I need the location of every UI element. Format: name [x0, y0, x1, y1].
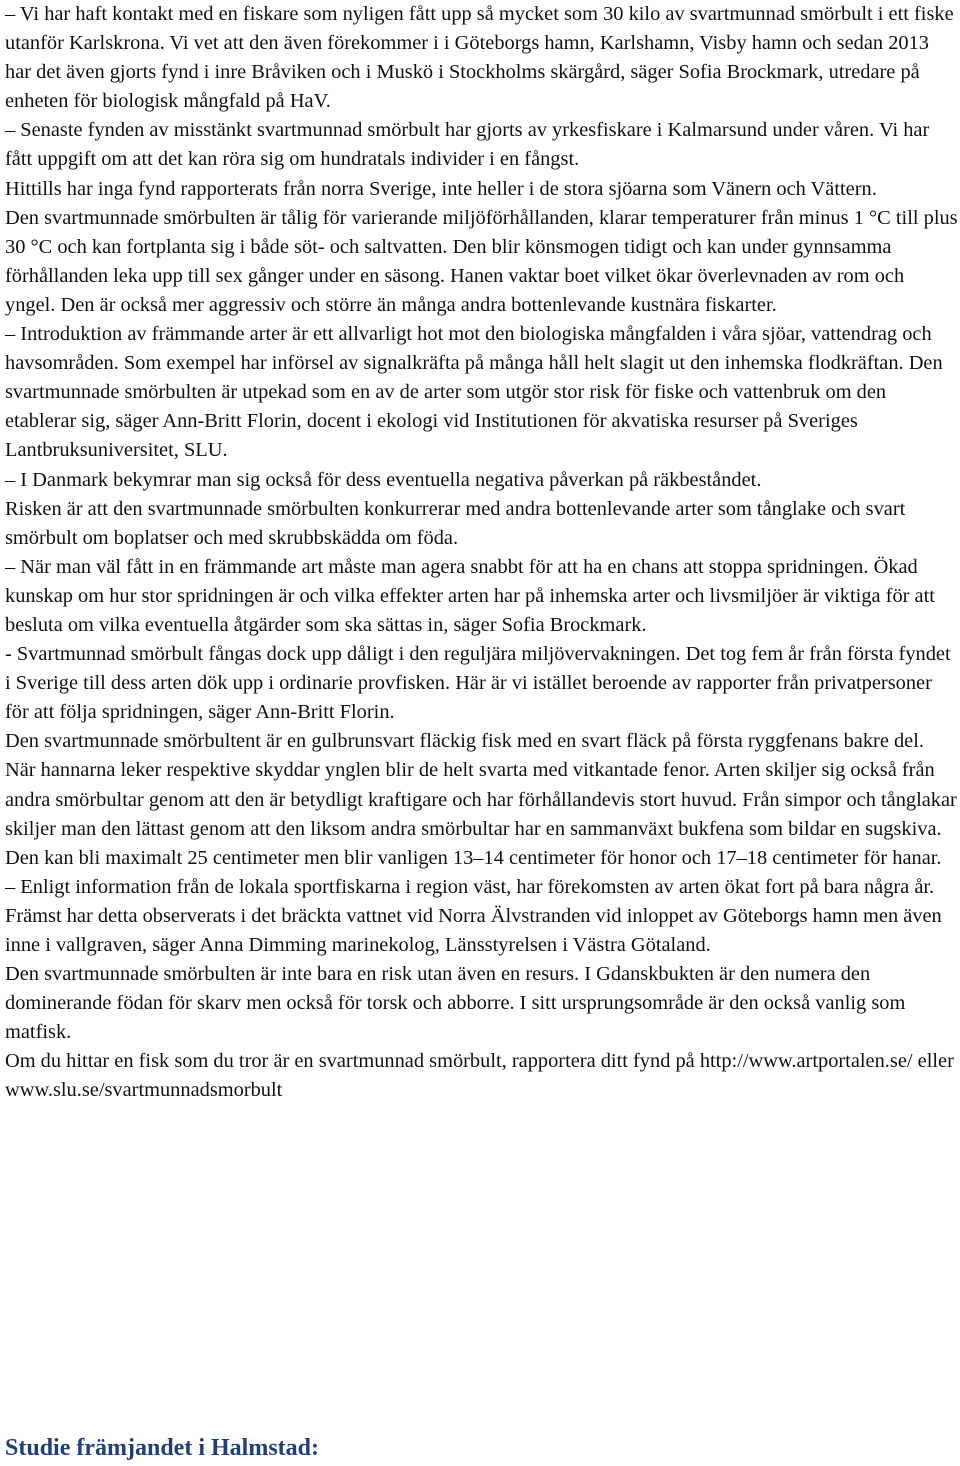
- paragraph-8: – När man väl fått in en främmande art måste man agera snabbt för att ha en chans att stoppa spridningen. Ökad kunskap om hur stor spridningen är och vilka effekter arten har på inhemska arter och livsmiljöer är viktiga för att besluta om vilka eventuella åtgärder som ska sättas in, säger Sofia Brockmark.: [5, 555, 935, 636]
- paragraph-7: Risken är att den svartmunnade smörbulten konkurrerar med andra bottenlevande arter som tånglake och svart smörbult om boplatser och med skrubbskädda om föda.: [5, 497, 906, 549]
- paragraph-6: – I Danmark bekymrar man sig också för dess eventuella negativa påverkan på räkbeståndet.: [5, 468, 762, 491]
- paragraph-1: – Vi har haft kontakt med en fiskare som nyligen fått upp så mycket som 30 kilo av svartmunnad smörbult i ett fiske utanför Karlskrona. Vi vet att den även förekommer i i Göteborgs hamn, Karlshamn, Visby hamn och sedan 2013 har det även gjorts fynd i inre Bråviken och i Muskö i Stockholms skärgård, säger Sofia Brockmark, utredare på enheten för biologisk mångfald på HaV.: [5, 3, 954, 113]
- paragraph-10: Den svartmunnade smörbultent är en gulbrunsvart fläckig fisk med en svart fläck på första ryggfenans bakre del. När hannarna leker respektive skyddar ynglen blir de helt svarta med vitkantade fenor. Arten skiljer sig också från andra smörbultar genom att den är betydligt kraftigare och har förhållandevis stort huvud. Från simpor och tånglakar skiljer man den lättast genom att den liksom andra smörbultar har en sammanväxt bukfena som bildar en sugskiva. Den kan bli maximalt 25 centimeter men blir vanligen 13–14 centimeter för honor och 17–18 centimeter för hanar.: [5, 730, 957, 869]
- paragraph-4: Den svartmunnade smörbulten är tålig för varierande miljöförhållanden, klarar temperaturer från minus 1 °C till plus 30 °C och kan fortplanta sig i både söt- och saltvatten. Den blir könsmogen tidigt och kan under gynnsamma förhållanden leka upp till sex gånger under en säsong. Hanen vaktar boet vilket ökar överlevnaden av rom och yngel. Den är också mer aggressiv och större än många andra bottenlevande kustnära fiskarter.: [5, 206, 958, 316]
- paragraph-2: – Senaste fynden av misstänkt svartmunnad smörbult har gjorts av yrkesfiskare i Kalmarsund under våren. Vi har fått uppgift om att det kan röra sig om hundratals individer i en fångst.: [5, 119, 930, 171]
- paragraph-11: – Enligt information från de lokala sportfiskarna i region väst, har förekomsten av arten ökat fort på bara några år. Främst har detta observerats i det bräckta vattnet vid Norra Älvstranden vid inloppet av Göteborgs hamn men även inne i vallgraven, säger Anna Dimming marinekolog, Länsstyrelsen i Västra Götaland.: [5, 875, 942, 956]
- article-body: [5, 0, 958, 1106]
- paragraph-3: Hittills har inga fynd rapporterats från norra Sverige, inte heller i de stora sjöarna som Vänern och Vättern.: [5, 177, 877, 200]
- paragraph-5: – Introduktion av främmande arter är ett allvarligt hot mot den biologiska mångfalden i våra sjöar, vattendrag och havsområden. Som exempel har införsel av signalkräfta på många håll helt slagit ut den inhemska flodkräftan. Den svartmunnade smörbulten är utpekad som en av de arter som utgör stor risk för fiske och vattenbruk om den etablerar sig, säger Ann-Britt Florin, docent i ekologi vid Institutionen för akvatiska resurser på Sveriges Lantbruksuniversitet, SLU.: [5, 323, 943, 462]
- paragraph-12: Den svartmunnade smörbulten är inte bara en risk utan även en resurs. I Gdanskbukten är den numera den dominerande födan för skarv men också för torsk och abborre. I sitt ursprungsområde är den också vanlig som matfisk.: [5, 963, 906, 1044]
- paragraph-13: Om du hittar en fisk som du tror är en svartmunnad smörbult, rapportera ditt fynd på http://www.artportalen.se/ eller www.slu.se/svartmunnadsmorbult: [5, 1050, 954, 1102]
- paragraph-9: - Svartmunnad smörbult fångas dock upp dåligt i den reguljära miljövervakningen. Det tog fem år från första fyndet i Sverige till dess arten dök upp i ordinarie provfisken. Här är vi istället beroende av rapporter från privatpersoner för att följa spridningen, säger Ann-Britt Florin.: [5, 643, 951, 724]
- section-heading: Studie främjandet i Halmstad:: [5, 1435, 319, 1461]
